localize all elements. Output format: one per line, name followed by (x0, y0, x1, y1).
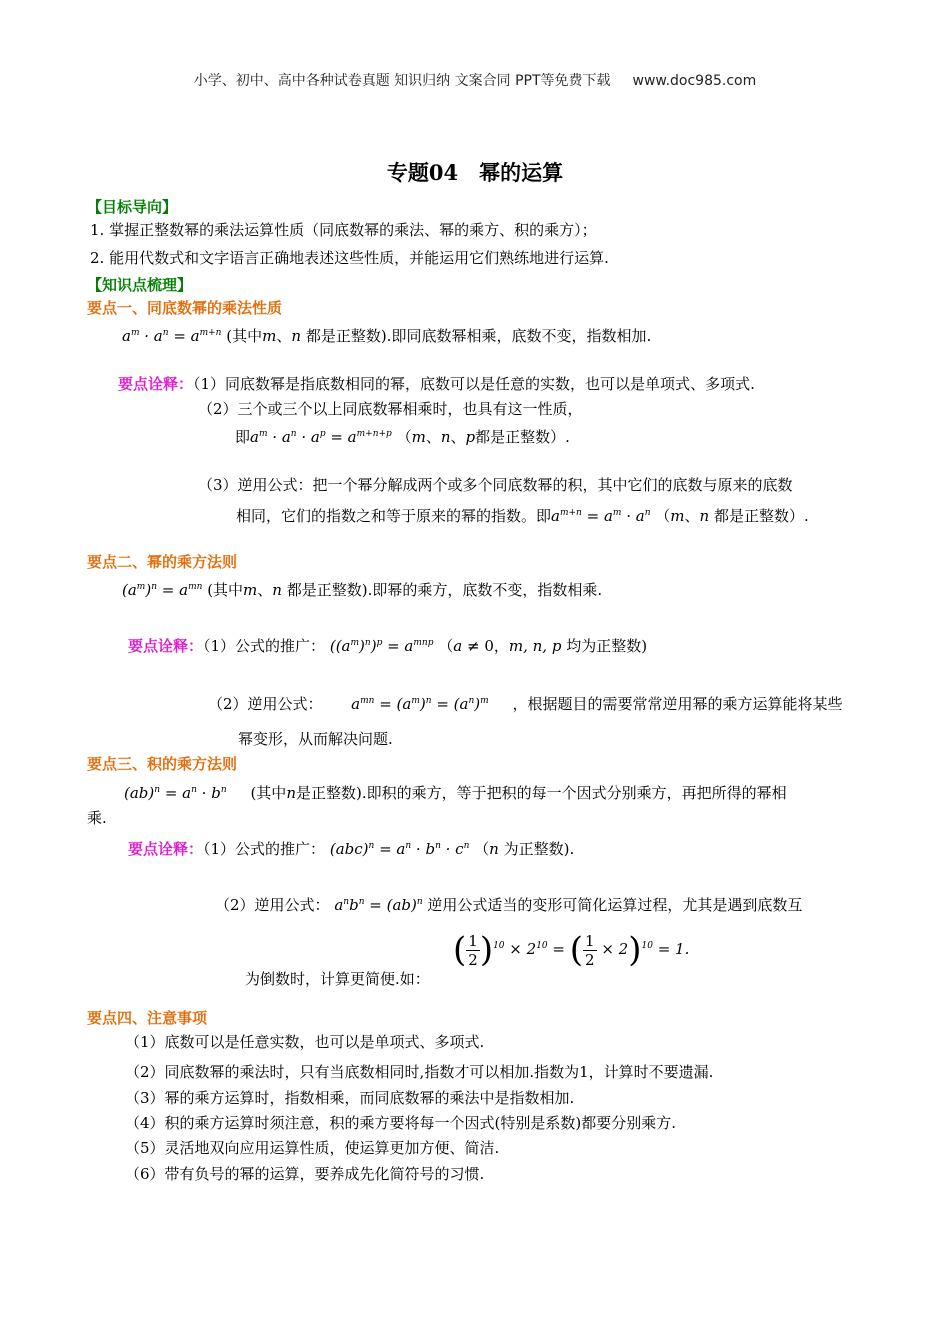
section4-item-3: （3）幂的乘方运算时，指数相乘，而同底数幂的乘法中是指数相加. (125, 1089, 575, 1107)
section1-note3b: 相同，它们的指数之和等于原来的幂的指数。即$a^{m+n} = a^m \cdot a^n$ （m、n 都是正整数）. (236, 507, 809, 525)
section3-heading: 要点三、积的乘方法则 (87, 755, 238, 773)
section2-note2: （2）逆用公式： $a^{mn} = (a^m)^n = (a^n)^m$ ，根据题目的需要常常逆用幂的乘方运算能将某些 (208, 695, 843, 713)
knowledge-heading: 【知识点梳理】 (87, 276, 193, 294)
section4-heading: 要点四、注意事项 (87, 1009, 208, 1027)
section3-note2b: 为倒数时，计算更简便.如： (245, 970, 430, 988)
header-text: 小学、初中、高中各种试卷真题 知识归纳 文案合同 PPT等免费下载 (193, 73, 611, 89)
formula-product-power-rule: $(ab)^n = a^n \cdot b^n$ (124, 784, 227, 802)
section2-heading: 要点二、幂的乘方法则 (87, 553, 238, 571)
section2-note2b: 幂变形，从而解决问题. (238, 730, 393, 748)
section4-item-6: （6）带有负号的幂的运算，要养成先化简符号的习惯. (125, 1165, 485, 1183)
section4-item-2: （2）同底数幂的乘法时，只有当底数相同时,指数才可以相加.指数为1，计算时不要遗漏. (125, 1063, 714, 1081)
section1-heading: 要点一、同底数幂的乘法性质 (87, 299, 283, 317)
section3-law: $(ab)^n = a^n \cdot b^n$ (其中n是正整数).即积的乘方，等于把积的每一个因式分别乘方，再把所得的幂相 (124, 784, 787, 802)
section1-note2b: 即$a^m \cdot a^n \cdot a^p = a^{m+n+p}$ （m、n、p都是正整数）. (235, 428, 570, 446)
section4-item-1: （1）底数可以是任意实数，也可以是单项式、多项式. (125, 1033, 485, 1051)
page-header (0, 70, 950, 90)
section3-note2: （2）逆用公式： $a^nb^n = (ab)^n$ 逆用公式适当的变形可简化运算过程，尤其是遇到底数互 (215, 896, 803, 914)
section1-note1: 要点诠释：（1）同底数幂是指底数相同的幂，底数可以是任意的实数，也可以是单项式、多项式. (118, 375, 755, 393)
formula-product-rule: $a^m \cdot a^n = a^{m+n}$ (122, 327, 222, 345)
section2-note1: 要点诠释：（1）公式的推广： $((a^m)^n)^p = a^{mnp}$ （a ≠ 0，m, n, p 均为正整数) (128, 637, 648, 655)
section1-note2: （2）三个或三个以上同底数幂相乘时，也具有这一性质， (198, 400, 583, 418)
section4-item-4: （4）积的乘方运算时须注意，积的乘方要将每一个因式(特别是系数)都要分别乘方. (125, 1114, 677, 1132)
formula-power-rule: $(a^m)^n = a^{mn}$ (122, 581, 203, 599)
goal-item-1: 1. 掌握正整数幂的乘法运算性质（同底数幂的乘法、幂的乘方、积的乘方）； (90, 221, 597, 239)
page-title: 专题04 幂的运算 (386, 160, 564, 185)
section1-note3a: （3）逆用公式：把一个幂分解成两个或多个同底数幂的积，其中它们的底数与原来的底数 (198, 476, 793, 494)
formula-example: ( $\frac{1}{2}$ )$^{10} \times 2^{10}$ = ( $\frac{1}{2}$ × 2)$^{10}$ = 1. (453, 930, 690, 970)
section1-law: $a^m \cdot a^n = a^{m+n}$ (其中m、n 都是正整数).即同底数幂相乘，底数不变，指数相加. (122, 327, 652, 345)
section3-law-line2: 乘. (87, 809, 107, 827)
header-url[interactable]: www.doc985.com (632, 73, 757, 89)
goal-item-2: 2. 能用代数式和文字语言正确地表述这些性质，并能运用它们熟练地进行运算. (90, 249, 609, 267)
goals-heading: 【目标导向】 (87, 198, 178, 216)
section3-note1: 要点诠释：（1）公式的推广： $(abc)^n = a^n \cdot b^n \cdot c^n$ （n 为正整数). (128, 840, 575, 858)
section2-law: $(a^m)^n = a^{mn}$ (其中m、n 都是正整数).即幂的乘方，底数不变，指数相乘. (122, 581, 603, 599)
section4-item-5: （5）灵活地双向应用运算性质，使运算更加方便、简洁. (125, 1139, 500, 1157)
